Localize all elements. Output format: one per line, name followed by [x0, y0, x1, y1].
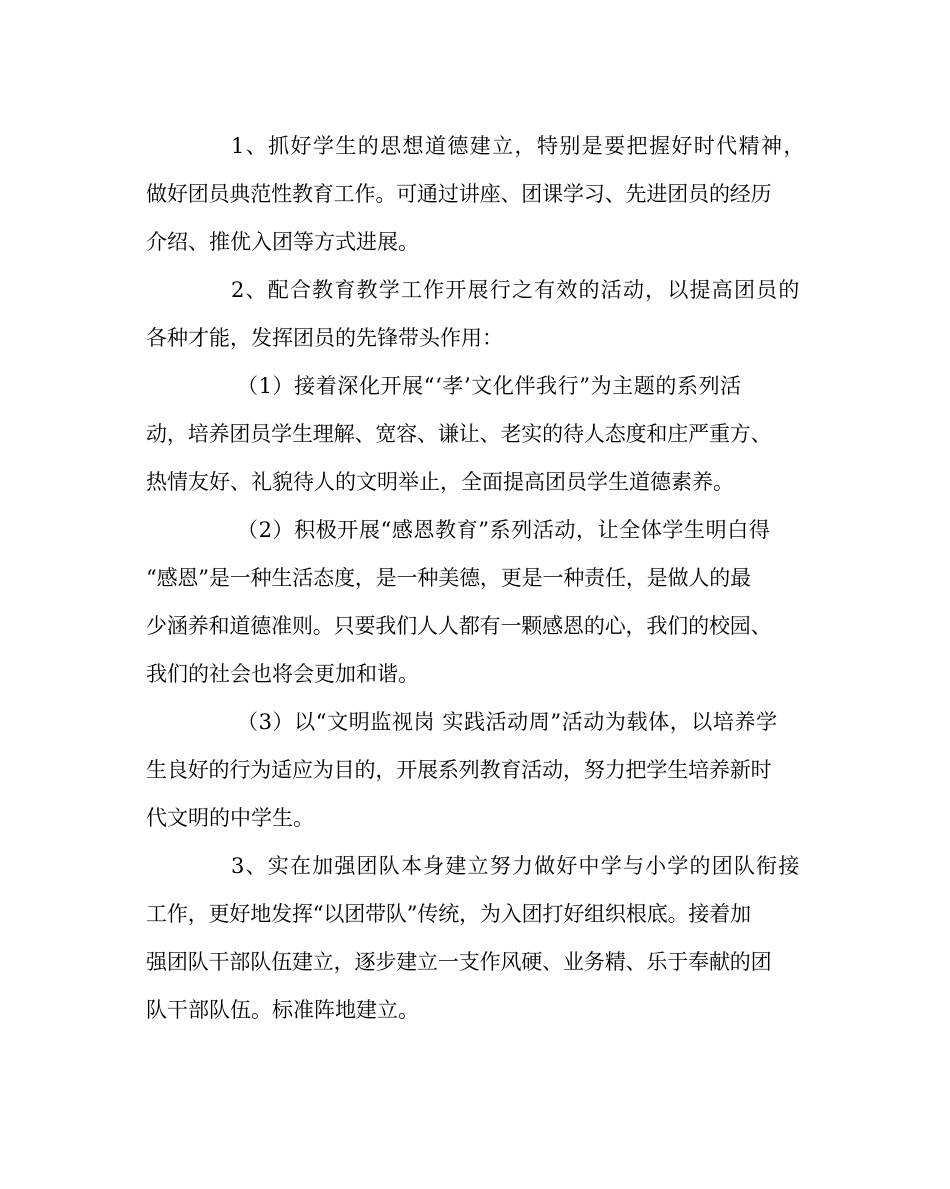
text-line-19: 队干部队伍。标准阵地建立。: [146, 998, 419, 1022]
text-line-10: “感恩”是一种生活态度，是一种美德，更是一种责任，是做人的最: [146, 566, 751, 590]
text-line-9: （2）积极开展“感恩教育”系列活动，让全体学生明白得: [237, 518, 771, 542]
text-line-13: （3）以“文明监视岗 实践活动周”活动为载体，以培养学: [237, 710, 778, 734]
text-line-5: 各种才能，发挥团员的先锋带头作用：: [146, 326, 503, 350]
text-line-18: 强团队干部队伍建立，逐步建立一支作风硬、业务精、乐于奉献的团: [146, 950, 772, 974]
text-line-6: （1）接着深化开展“‘孝’文化伴我行”为主题的系列活: [237, 374, 742, 398]
text-line-15: 代文明的中学生。: [146, 806, 314, 830]
text-line-17: 工作，更好地发挥“以团带队”传统，为入团打好组织根底。接着加: [146, 902, 751, 926]
text-line-4: 2、配合教育教学工作开展行之有效的活动，以提高团员的: [231, 278, 801, 302]
text-line-1: 1、抓好学生的思想道德建立，特别是要把握好时代精神，: [231, 134, 806, 158]
text-line-2: 做好团员典范性教育工作。可通过讲座、团课学习、先进团员的经历: [146, 182, 772, 206]
text-line-7: 动，培养团员学生理解、宽容、谦让、老实的待人态度和庄严重方、: [146, 422, 772, 446]
text-line-12: 我们的社会也将会更加和谐。: [146, 662, 419, 686]
text-line-16: 3、实在加强团队本身建立努力做好中学与小学的团队衔接: [231, 854, 801, 878]
text-line-14: 生良好的行为适应为目的，开展系列教育活动，努力把学生培养新时: [146, 758, 772, 782]
text-line-11: 少涵养和道德准则。只要我们人人都有一颗感恩的心，我们的校园、: [146, 614, 772, 638]
text-line-3: 介绍、推优入团等方式进展。: [146, 230, 419, 254]
text-line-8: 热情友好、礼貌待人的文明举止，全面提高团员学生道德素养。: [146, 470, 734, 494]
